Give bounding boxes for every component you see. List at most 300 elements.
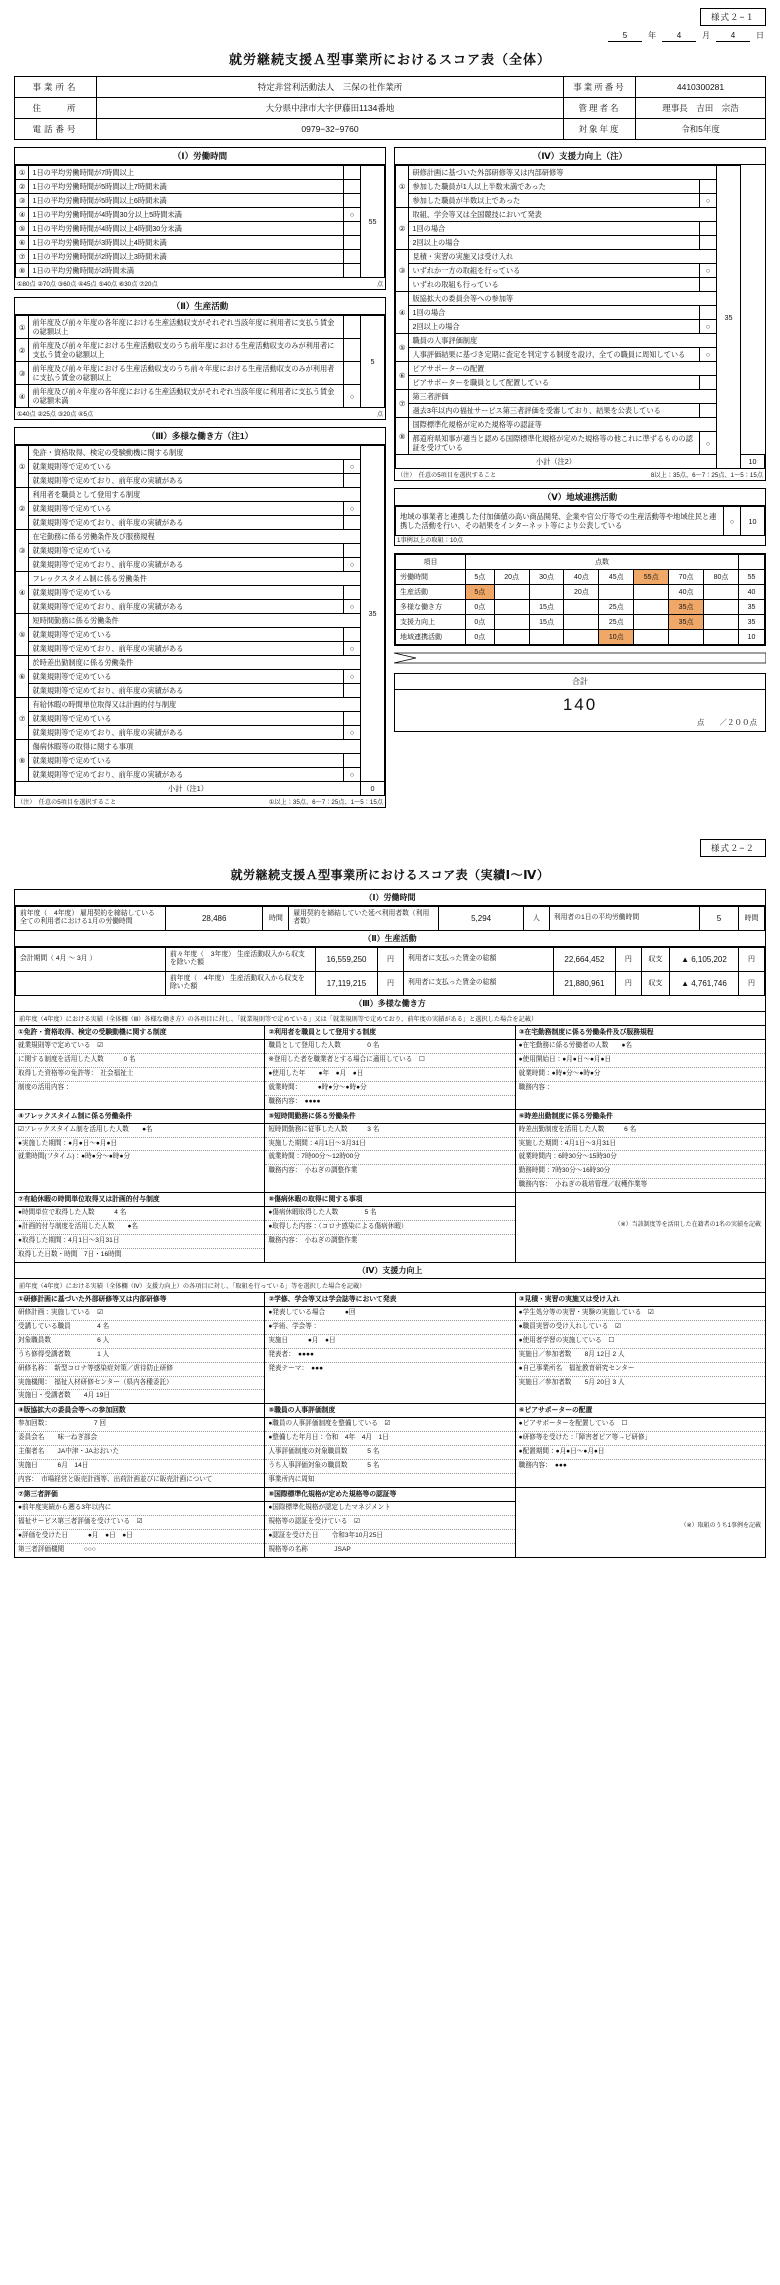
row-no: ① xyxy=(16,316,29,339)
group-no: ⑧ xyxy=(396,418,409,455)
score-cell: 25点 xyxy=(599,615,634,630)
row-no: ⑤ xyxy=(16,222,29,236)
group-item-check[interactable] xyxy=(344,544,361,558)
label-fiscal-year: 対象年度 xyxy=(564,119,636,140)
table-row xyxy=(396,376,765,390)
value-address: 大分県中津市大字伊藤田1134番地 xyxy=(97,98,564,119)
table-row xyxy=(16,474,385,488)
table-row xyxy=(396,507,765,536)
list-item: 人事評価制度の対象職員数 5 名 xyxy=(265,1446,514,1460)
p2-s3-block-7 xyxy=(264,1193,514,1262)
score-row-label: 地域連携活動 xyxy=(396,630,466,645)
list-item: 発表テーマ： ●●● xyxy=(268,1364,324,1372)
p2-s3-block-7-title: 傷病休暇の取得に関する事項 xyxy=(274,1196,363,1204)
row-no: ② xyxy=(16,339,29,362)
group-item-check[interactable] xyxy=(700,306,717,320)
section-labor-hours xyxy=(14,147,386,290)
list-item: 職務内容： ●●● xyxy=(518,1462,567,1470)
row-check[interactable] xyxy=(344,222,361,236)
grand-total-value: 140 xyxy=(562,695,598,715)
table-row xyxy=(16,236,385,250)
group-item-check[interactable]: ○ xyxy=(700,194,717,208)
row-text: 前年度及び前々年度における生産活動収支のうち前年度における生産活動収支のみが利用者に支払う賃金の総額以上 xyxy=(29,339,344,362)
p2-s4-block-2-title: 見積・実習の実施又は受け入れ xyxy=(524,1295,620,1303)
list-item: 実施日 ●月 ●日 xyxy=(265,1335,514,1349)
row-no: ④ xyxy=(16,385,29,408)
group-item-check[interactable] xyxy=(700,376,717,390)
list-item: ●前年度実績から遡る3年以内に xyxy=(15,1502,264,1516)
group-item-check[interactable] xyxy=(700,222,717,236)
score-cell xyxy=(494,615,529,630)
group-item-text: 就業規則等で定めており、前年度の実績がある xyxy=(29,558,344,572)
labor-hours-table xyxy=(15,165,385,278)
p2-s3-block-2-head xyxy=(516,1026,765,1040)
group-item-text: 2回以上の場合 xyxy=(409,320,700,334)
regional-check[interactable]: ○ xyxy=(724,507,741,536)
list-item: 参加回数： 7 回 xyxy=(15,1418,264,1432)
table-row xyxy=(16,740,385,754)
score-cell: 40点 xyxy=(564,570,599,585)
list-item: ●使用開始日：●月●日〜●月●日 xyxy=(516,1054,765,1068)
p2-s1-key-2: 利用者の1日の平均労働時間 xyxy=(549,907,699,931)
score-cell xyxy=(704,585,739,600)
row-check[interactable]: ○ xyxy=(344,385,361,408)
p2-production-table xyxy=(15,947,765,996)
p2-s4-block-2-head xyxy=(516,1293,765,1307)
list-item: 就業時間：7時00分〜12時00分 xyxy=(265,1151,514,1165)
form-code-page2: 様式２−２ xyxy=(700,839,766,857)
p2-s2-unit3-0: 円 xyxy=(739,947,765,971)
score-cell xyxy=(564,630,599,645)
list-item: 職務内容： xyxy=(518,1083,552,1091)
score-cell xyxy=(634,600,669,615)
table-row xyxy=(16,530,385,544)
section4-footnote-row xyxy=(395,469,765,480)
score-cell: 20点 xyxy=(564,585,599,600)
table-row xyxy=(16,208,385,222)
p2-s3-block-6 xyxy=(15,1193,264,1262)
group-item-check[interactable]: ○ xyxy=(344,460,361,474)
table-row xyxy=(16,446,385,460)
p2-s3-block-3-no: ④ xyxy=(18,1112,24,1120)
score-cell: 0点 xyxy=(466,615,495,630)
p2-s4-block-4-no: ⑤ xyxy=(268,1407,275,1415)
p2-s2-unit2-1: 円 xyxy=(615,971,641,995)
table-row xyxy=(16,222,385,236)
table-row xyxy=(396,292,765,306)
score-cell xyxy=(599,585,634,600)
regional-text: 地域の事業者と連携した付加価値の高い商品開発、企業や官公庁等での生産活動等や地域住民と連携した活動を行い、その結果をインターネット等により公表している xyxy=(396,507,724,536)
list-item: ●認証を受けた日 令和3年10月25日 xyxy=(265,1530,514,1544)
table-row xyxy=(16,670,385,684)
score-row-label: 労働時間 xyxy=(396,570,466,585)
row-check[interactable] xyxy=(344,362,361,385)
table-row xyxy=(16,684,385,698)
group-no: ⑤ xyxy=(16,614,29,656)
row-check[interactable] xyxy=(344,166,361,180)
score-cell: 45点 xyxy=(599,570,634,585)
list-item: 就業時間： ●時●分〜●時●分 xyxy=(265,1082,514,1096)
list-item: 職務内容： ●●●● xyxy=(268,1097,321,1105)
list-item: ●時間単位で取得した人数 4 名 xyxy=(15,1207,264,1221)
p2-s3-block-7-head xyxy=(265,1193,514,1207)
p2-s3-row-a xyxy=(15,1026,765,1110)
group-item-text: 1回の場合 xyxy=(409,306,700,320)
group-head: 在宅勤務に係る労働条件及び服務規程 xyxy=(29,530,361,544)
value-manager: 理事長 吉田 宗浩 xyxy=(636,98,766,119)
list-item: 実施日／参加者数 8月 12日 2 人 xyxy=(516,1349,765,1363)
group-item-check[interactable]: ○ xyxy=(344,768,361,782)
group-item-check[interactable] xyxy=(700,278,717,292)
list-item: ※登用した者を職業者とする場合に適用している ☐ xyxy=(265,1054,514,1068)
group-item-text: 過去3年以内の福祉サービス第三者評価を受審しており、結果を公表している xyxy=(409,404,700,418)
table-row xyxy=(16,339,385,362)
p2-s3-block-7-no: ⑧ xyxy=(268,1196,275,1204)
p2-s1-key-1: 雇用契約を締結していた延べ利用者数（利用者数） xyxy=(289,907,439,931)
grand-total-label: 合計 xyxy=(395,674,765,690)
group-item-text: 就業規則等で定めている xyxy=(29,502,344,516)
row-check[interactable] xyxy=(344,236,361,250)
score-cell: 0点 xyxy=(466,630,495,645)
section-title-2: （Ⅱ）生産活動 xyxy=(15,298,385,315)
table-row xyxy=(396,180,765,194)
list-item: ●配置期間：●月●日〜●月●日 xyxy=(516,1446,765,1460)
score-row-total: 35 xyxy=(739,600,765,615)
section2-unit: 点 xyxy=(376,411,383,418)
table-row xyxy=(396,320,765,334)
list-item: 事業所内に周知 xyxy=(268,1476,315,1484)
score-cell xyxy=(564,615,599,630)
p2-s4-block-0 xyxy=(15,1293,264,1403)
page-title-1: 就労継続支援Ａ型事業所におけるスコア表（全体） xyxy=(228,52,551,67)
score-cell xyxy=(529,630,564,645)
subtotal-label-3: 小計（注1） xyxy=(16,782,361,796)
row-check[interactable]: ○ xyxy=(344,208,361,222)
group-item-check[interactable]: ○ xyxy=(700,432,717,455)
p2-s2-period: 会計期間（ 4月 〜 3月 ） xyxy=(16,947,166,971)
section-score-1: 55 xyxy=(361,166,385,278)
group-item-check[interactable]: ○ xyxy=(344,726,361,740)
row-text: 1日の平均労働時間が2時間以上3時間未満 xyxy=(29,250,344,264)
group-item-check[interactable]: ○ xyxy=(700,264,717,278)
group-item-text: 参加した職員が1人以上半数未満であった xyxy=(409,180,700,194)
p2-s1-val-0[interactable]: 28,486 xyxy=(166,907,263,931)
group-item-check[interactable]: ○ xyxy=(700,320,717,334)
group-head: 於時差出勤制度に係る労働条件 xyxy=(29,656,361,670)
group-head: 取組、学会等又は全国競技において発表 xyxy=(409,208,717,222)
p2-s1-val-1[interactable]: 5,294 xyxy=(439,907,523,931)
table-row xyxy=(16,628,385,642)
list-item: ●傷病休暇取得した人数 5 名 xyxy=(265,1207,514,1221)
form-code-row-2 xyxy=(14,839,766,857)
label-phone: 電話番号 xyxy=(15,119,97,140)
p2-s4-block-1-title: 学修、学会等又は学会誌等において発表 xyxy=(274,1295,397,1303)
list-item: 研修計画：実施している ☑ xyxy=(15,1307,264,1321)
group-item-text: 就業規則等で定めており、前年度の実績がある xyxy=(29,600,344,614)
group-head: 有給休暇の時間単位取得又は計画的付与制度 xyxy=(29,698,361,712)
score-cell-selected: 35点 xyxy=(669,600,704,615)
group-item-check[interactable]: ○ xyxy=(344,670,361,684)
row-no: ① xyxy=(16,166,29,180)
p2-s2-value-1[interactable]: 17,119,215 xyxy=(316,971,378,995)
score-row-label: 生産活動 xyxy=(396,585,466,600)
row-text: 1日の平均労働時間が5時間以上7時間未満 xyxy=(29,180,344,194)
group-head: 短時間勤務に係る労働条件 xyxy=(29,614,361,628)
score-cell: 0点 xyxy=(466,600,495,615)
group-item-check[interactable]: ○ xyxy=(344,600,361,614)
row-check[interactable] xyxy=(344,180,361,194)
score-cell xyxy=(529,585,564,600)
subtotal-label-4: 小計（注2） xyxy=(396,455,717,469)
group-no: ② xyxy=(396,208,409,250)
section-production xyxy=(14,297,386,420)
p2-s2-balance-label-0: 収支 xyxy=(641,947,669,971)
group-item-check[interactable] xyxy=(344,516,361,530)
table-row xyxy=(16,971,765,995)
row-text: 1日の平均労働時間が3時間以上4時間未満 xyxy=(29,236,344,250)
p2-s4-block-6 xyxy=(15,1488,264,1557)
p2-s3-block-3-head xyxy=(15,1110,264,1124)
row-check[interactable] xyxy=(344,316,361,339)
list-item: 職務内容： 小ねぎの栽培管理／収穫作業等 xyxy=(518,1181,648,1189)
table-row xyxy=(16,754,385,768)
p2-s2-unit-0: 円 xyxy=(377,947,403,971)
p2-s4-row-c xyxy=(15,1488,765,1557)
group-item-check[interactable] xyxy=(344,628,361,642)
score-cell: 15点 xyxy=(529,615,564,630)
section4-scale: 8以上：35点、6〜7：25点、1〜5：15点 xyxy=(650,472,763,479)
regional-table xyxy=(395,506,765,536)
p2-s2-unit3-1: 円 xyxy=(739,971,765,995)
list-item: ●使用者学習の実施している ☐ xyxy=(516,1335,765,1349)
row-text: 1日の平均労働時間が4時間30分以上5時間未満 xyxy=(29,208,344,222)
table-row xyxy=(396,166,765,180)
table-row xyxy=(16,194,385,208)
score-header-blank xyxy=(739,555,765,570)
p2-s4-note: （※）取組のうち1事例を記載 xyxy=(680,1522,761,1529)
row-no: ② xyxy=(16,180,29,194)
list-item: 取得した資格等の免許等： 社会福祉士 xyxy=(15,1068,264,1082)
group-item-check[interactable]: ○ xyxy=(700,348,717,362)
page2-main-box xyxy=(14,889,766,1558)
group-item-text: 就業規則等で定めている xyxy=(29,670,344,684)
row-check[interactable] xyxy=(344,194,361,208)
p2-s4-row-a xyxy=(15,1293,765,1404)
p2-s2-balance-1[interactable]: ▲ 4,761,746 xyxy=(669,971,738,995)
p2-s3-block-5-head xyxy=(516,1110,765,1124)
table-row xyxy=(16,698,385,712)
group-item-check[interactable] xyxy=(700,236,717,250)
value-facility-name: 特定非営利活動法人 三保の社作業所 xyxy=(97,77,564,98)
group-item-text: 都道府県知事が適当と認める国際標準化規格が定めた規格等の他これに準ずるものの認証を受けている xyxy=(409,432,700,455)
score-cell xyxy=(704,630,739,645)
p2-s3-block-6-no: ⑦ xyxy=(18,1196,24,1204)
group-item-check[interactable]: ○ xyxy=(344,642,361,656)
section2-scale: ①40点 ②25点 ③20点 ④5点 xyxy=(17,411,94,418)
row-text: 前年度及び前々年度の各年度における生産活動収支がそれぞれ当該年度に利用者に支払う賃金の総額以上 xyxy=(29,316,344,339)
group-no: ⑥ xyxy=(16,656,29,698)
group-item-text: 参加した職員が半数以上であった xyxy=(409,194,700,208)
list-item: 実施機関： 福祉人材研修センター（県内各種委託） xyxy=(15,1377,264,1391)
score-cell xyxy=(494,630,529,645)
list-item: 短時間勤務に従事した人数 3 名 xyxy=(265,1124,514,1138)
p2-s3-block-2 xyxy=(515,1026,765,1109)
row-no: ③ xyxy=(16,362,29,385)
score-cell xyxy=(494,585,529,600)
p2-section-title-4: （Ⅳ）支援力向上 xyxy=(15,1262,765,1279)
list-item: ●自己事業所名 福祉教育研究センター xyxy=(516,1363,765,1377)
group-no: ③ xyxy=(16,530,29,572)
p2-s2-unit-1: 円 xyxy=(377,971,403,995)
section-score-3: 35 xyxy=(361,446,385,782)
p2-s3-note-cell xyxy=(515,1193,765,1262)
p2-s4-block-5-no: ⑥ xyxy=(518,1407,525,1415)
p2-s4-block-0-head xyxy=(15,1293,264,1307)
p2-s3-block-0-no: ① xyxy=(18,1028,24,1036)
p2-s1-unit-1: 人 xyxy=(523,907,549,931)
score-cell: 5点 xyxy=(466,570,495,585)
p2-s4-block-2-no: ③ xyxy=(518,1295,525,1303)
p2-s4-note-cell xyxy=(515,1488,765,1557)
list-item: ●整備した年月日：令和 4年 4月 1日 xyxy=(265,1432,514,1446)
row-check[interactable] xyxy=(344,339,361,362)
row-check[interactable] xyxy=(344,264,361,278)
date-line xyxy=(14,30,766,42)
group-item-check[interactable] xyxy=(344,712,361,726)
group-no: ⑥ xyxy=(396,362,409,390)
p2-s2-balance-0[interactable]: ▲ 6,105,202 xyxy=(669,947,738,971)
group-head: 第三者評価 xyxy=(409,390,717,404)
table-row xyxy=(396,194,765,208)
list-item: 職務内容： 小ねぎの調整作業 xyxy=(268,1237,358,1245)
table-row xyxy=(396,222,765,236)
list-item: 規格等の認証を受けている ☑ xyxy=(265,1516,514,1530)
p2-s4-block-7-head xyxy=(265,1488,514,1502)
p2-s2-value2-0[interactable]: 22,664,452 xyxy=(553,947,615,971)
group-head: 免許・資格取得、検定の受験動機に関する制度 xyxy=(29,446,361,460)
score-cell xyxy=(494,600,529,615)
p2-s3-block-0-head xyxy=(15,1026,264,1040)
p2-s2-value-0[interactable]: 16,559,250 xyxy=(316,947,378,971)
score-cell-selected: 35点 xyxy=(669,615,704,630)
row-text: 1日の平均労働時間が2時間未満 xyxy=(29,264,344,278)
row-text: 前年度及び前々年度の各年度における生産活動収支がそれぞれ当該年度に利用者に支払う賃金の総額未満 xyxy=(29,385,344,408)
table-row xyxy=(16,656,385,670)
p2-s4-row-b xyxy=(15,1404,765,1488)
table-row xyxy=(16,362,385,385)
section4-footnote: （注） 任意の5項目を選択すること xyxy=(397,472,497,479)
p2-s4-block-3-head xyxy=(15,1404,264,1418)
p2-s3-note: （※）当該制度等を活用した在籍者の1名の実績を記載 xyxy=(614,1222,761,1229)
table-row xyxy=(16,502,385,516)
group-no: ③ xyxy=(396,250,409,292)
group-item-check[interactable] xyxy=(344,474,361,488)
list-item: ●研修等を受けた：「障害者ピア等→ピ研修」 xyxy=(516,1432,765,1446)
label-facility-number: 事業所番号 xyxy=(564,77,636,98)
group-item-text: 1回の場合 xyxy=(409,222,700,236)
table-row xyxy=(16,726,385,740)
row-text: 前年度及び前々年度における生産活動収支のうち前々年度における生産活動収支のみが利用者に支払う賃金の総額以上 xyxy=(29,362,344,385)
list-item: 就業規則等で定めている ☑ xyxy=(15,1040,264,1054)
p2-section-title-1: （Ⅰ）労働時間 xyxy=(15,890,765,906)
table-row xyxy=(396,278,765,292)
list-item: 委員会名 味一ねぎ部会 xyxy=(15,1432,264,1446)
list-item: 実施日・受講者数 4月 19日 xyxy=(18,1392,110,1400)
date-year-label: 年 xyxy=(648,31,656,40)
group-item-check[interactable] xyxy=(700,404,717,418)
section-score-5: 10 xyxy=(741,507,765,536)
list-item: ●取得した内容：（コロナ感染による傷病休暇） xyxy=(265,1221,514,1235)
list-item: うち修得受講者数 1 人 xyxy=(15,1349,264,1363)
group-head: ピアサポーターの配置 xyxy=(409,362,717,376)
p2-s3-block-5-title: 時差出勤制度に係る労働条件 xyxy=(524,1112,613,1120)
score-row-total: 35 xyxy=(739,615,765,630)
list-item: 時差出勤制度を活用した人数 6 名 xyxy=(516,1124,765,1138)
p2-s4-block-2 xyxy=(515,1293,765,1403)
page-1 xyxy=(0,0,780,825)
list-item: ●在宅勤務に係る労働者の人数 ●名 xyxy=(516,1040,765,1054)
row-check[interactable] xyxy=(344,250,361,264)
p2-s3-row-c xyxy=(15,1193,765,1262)
p2-s2-label2-1: 利用者に支払った賃金の総額 xyxy=(403,971,553,995)
p2-s2-period-1 xyxy=(16,971,166,995)
p2-s1-val-2[interactable]: 5 xyxy=(699,907,738,931)
group-item-check[interactable] xyxy=(344,754,361,768)
p2-s2-value2-1[interactable]: 21,880,961 xyxy=(553,971,615,995)
score-cell xyxy=(704,600,739,615)
p2-s4-block-4 xyxy=(264,1404,514,1487)
group-no: ④ xyxy=(16,572,29,614)
table-row xyxy=(396,432,765,455)
score-cell-selected: 5点 xyxy=(466,585,495,600)
p2-s4-block-3 xyxy=(15,1404,264,1487)
p2-s3-block-6-head xyxy=(15,1193,264,1207)
p2-s4-block-7 xyxy=(264,1488,514,1557)
group-item-check[interactable]: ○ xyxy=(344,502,361,516)
list-item: 職務内容： 小ねぎの調整作業 xyxy=(268,1167,358,1175)
group-head: 傷病休暇等の取得に関する事項 xyxy=(29,740,361,754)
score-cell-selected: 10点 xyxy=(599,630,634,645)
group-item-text: 就業規則等で定めている xyxy=(29,712,344,726)
p2-section-title-2: （Ⅱ）生産活動 xyxy=(15,931,765,947)
table-row xyxy=(396,455,765,469)
list-item: 就業時間(フタイム)：●時●分〜●時●分 xyxy=(18,1153,131,1161)
table-row xyxy=(396,334,765,348)
group-item-check[interactable]: ○ xyxy=(344,558,361,572)
p2-s4-block-6-title: 第三者評価 xyxy=(23,1490,58,1498)
group-item-check[interactable] xyxy=(700,180,717,194)
group-item-check[interactable] xyxy=(344,586,361,600)
list-item: 研修名称： 新型コロナ等感染症対策／虐待防止研修 xyxy=(15,1363,264,1377)
value-facility-number: 4410300281 xyxy=(636,77,766,98)
grand-total-box xyxy=(394,673,766,732)
section3-footnote: （注） 任意の5項目を選択すること xyxy=(17,799,117,806)
section1-scale: ①80点 ②70点 ③60点 ④45点 ⑤40点 ⑥30点 ⑦20点 xyxy=(17,281,158,288)
p2-s2-label2-0: 利用者に支払った賃金の総額 xyxy=(403,947,553,971)
group-item-text: 就業規則等で定めており、前年度の実績がある xyxy=(29,474,344,488)
group-no: ② xyxy=(16,488,29,530)
group-item-check[interactable] xyxy=(344,684,361,698)
decorative-arrow xyxy=(394,650,766,666)
p2-s1-unit-2: 時間 xyxy=(739,907,765,931)
p2-s3-block-3 xyxy=(15,1110,264,1193)
score-row-total: 40 xyxy=(739,585,765,600)
p2-s4-block-6-head xyxy=(15,1488,264,1502)
section1-scale-row xyxy=(15,278,385,289)
group-no: ⑦ xyxy=(396,390,409,418)
table-row xyxy=(396,236,765,250)
list-item: ●ピアサポーターを配置している ☐ xyxy=(516,1418,765,1432)
